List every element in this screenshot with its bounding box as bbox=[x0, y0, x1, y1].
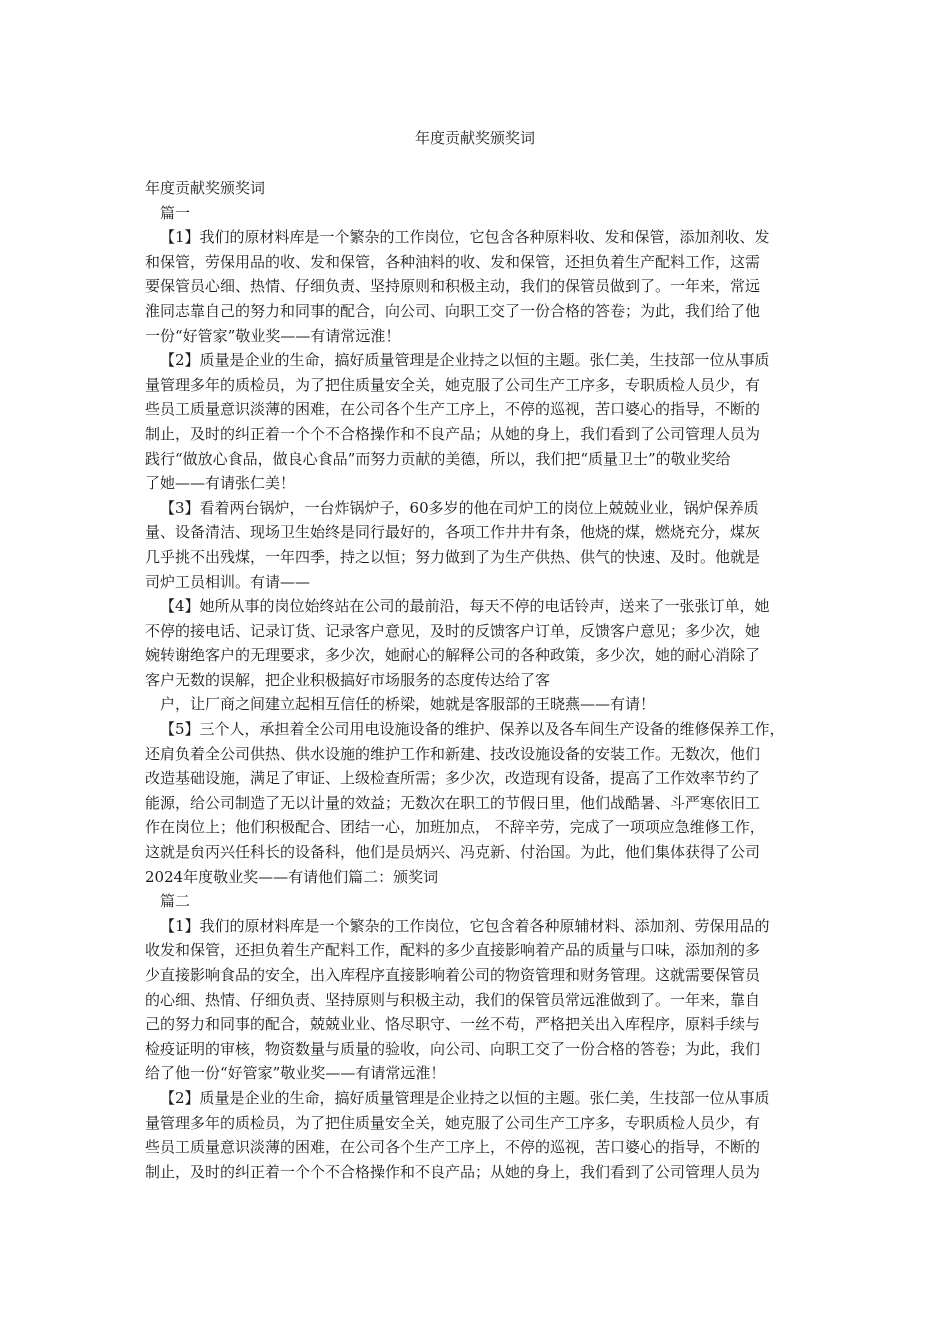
text-line: 年度贡献奖颁奖词 bbox=[145, 179, 266, 197]
text-line: 量、设备清洁、现场卫生始终是同行最好的，各项工作井井有条，他烧的煤，燃烧充分，煤灰 bbox=[145, 523, 761, 542]
text-line: 些员工质量意识淡薄的困难，在公司各个生产工序上，不停的巡视，苦口婆心的指导，不断的 bbox=[145, 1138, 761, 1157]
text-line: 【2】质量是企业的生命，搞好质量管理是企业持之以恒的主题。张仁美，生技部一位从事质 bbox=[160, 1088, 770, 1107]
text-line: 【4】她所从事的岗位始终站在公司的最前沿，每天不停的电话铃声，送来了一张张订单，她 bbox=[160, 597, 770, 616]
text-line: 收发和保管，还担负着生产配料工作，配料的多少直接影响着产品的质量与口味，添加剂的多 bbox=[145, 941, 761, 960]
text-line: 量管理多年的质检员，为了把住质量安全关，她克服了公司生产工序多，专职质检人员少，有 bbox=[145, 1113, 761, 1132]
text-line: 户，让厂商之间建立起相互信任的桥梁，她就是客服部的王晓燕——有请！ bbox=[160, 695, 656, 714]
text-line: 婉转谢绝客户的无理要求，多少次，她耐心的解释公司的各种政策，多少次，她的耐心消除了 bbox=[145, 646, 761, 665]
text-line: 一份“好管家”敬业奖——有请常远淮！ bbox=[145, 326, 401, 345]
text-line: 淮同志靠自己的努力和同事的配合，向公司、向职工交了一份合格的答卷；为此，我们给了他 bbox=[145, 301, 761, 320]
text-line: 【2】质量是企业的生命，搞好质量管理是企业持之以恒的主题。张仁美，生技部一位从事质 bbox=[160, 351, 770, 370]
text-line: 改造基础设施，满足了审证、上级检查所需；多少次，改造现有设备，提高了工作效率节约了 bbox=[145, 769, 761, 788]
text-line: 制止，及时的纠正着一个个不合格操作和不良产品；从她的身上，我们看到了公司管理人员为 bbox=[145, 1162, 761, 1181]
text-line: 【1】我们的原材料库是一个繁杂的工作岗位，它包含着各种原辅材料、添加剂、劳保用品的 bbox=[160, 916, 770, 935]
text-line: 给了他一份“好管家”敬业奖——有请常远淮！ bbox=[145, 1064, 446, 1083]
text-line: 几乎挑不出残煤，一年四季，持之以恒；努力做到了为生产供热、供气的快速、及时。他就是 bbox=[145, 547, 761, 566]
text-line: 这就是贠丙兴任科长的设备科，他们是员炳兴、冯克新、付治国。为此，他们集体获得了公司 bbox=[145, 843, 761, 862]
text-line: 篇二 bbox=[160, 892, 191, 911]
text-line: 篇一 bbox=[160, 203, 191, 222]
text-line: 作在岗位上；他们积极配合、团结一心，加班加点， 不辞辛劳，完成了一项项应急维修工作， bbox=[145, 818, 765, 837]
text-line: 还肩负着全公司供热、供水设施的维护工作和新建、技改设施设备的安装工作。无数次，他们 bbox=[145, 744, 761, 763]
text-line: 和保管，劳保用品的收、发和保管，各种油料的收、发和保管，还担负着生产配料工作，这需 bbox=[145, 252, 761, 271]
text-line: 制止，及时的纠正着一个个不合格操作和不良产品；从她的身上，我们看到了公司管理人员为 bbox=[145, 424, 761, 443]
text-line: 践行“做放心食品，做良心食品”而努力贡献的美德，所以，我们把“质量卫士”的敬业奖给 bbox=[145, 449, 731, 468]
text-line: 【5】三个人，承担着全公司用电设施设备的维护、保养以及各车间生产设备的维修保养工作， bbox=[160, 720, 785, 739]
text-line: 2024年度敬业奖——有请他们篇二：颁奖词 bbox=[145, 867, 439, 886]
document-body bbox=[145, 176, 810, 1184]
text-line: 的心细、热情、仔细负责、坚持原则与积极主动，我们的保管员常远淮做到了。一年来，靠自 bbox=[145, 990, 761, 1009]
text-line: 不停的接电话、记录订货、记录客户意见，及时的反馈客户订单，反馈客户意见；多少次，她 bbox=[145, 621, 761, 640]
text-line: 检疫证明的审核，物资数量与质量的验收，向公司、向职工交了一份合格的答卷；为此，我们 bbox=[145, 1039, 761, 1058]
text-line: 要保管员心细、热情、仔细负责、坚持原则和积极主动，我们的保管员做到了。一年来，常远 bbox=[145, 277, 761, 296]
text-line: 少直接影响食品的安全，出入库程序直接影响着公司的物资管理和财务管理。这就需要保管员 bbox=[145, 966, 761, 984]
text-line: 司炉工员相训。有请—— bbox=[145, 572, 311, 591]
text-line: 己的努力和同事的配合，兢兢业业、恪尽职守、一丝不苟，严格把关出入库程序，原料手续与 bbox=[145, 1015, 761, 1034]
text-line: 量管理多年的质检员，为了把住质量安全关，她克服了公司生产工序多，专职质检人员少，有 bbox=[145, 375, 761, 394]
text-line: 了她——有请张仁美！ bbox=[145, 474, 296, 493]
document-title: 年度贡献奖颁奖词 bbox=[414, 129, 535, 147]
text-line: 客户无数的误解，把企业积极搞好市场服务的态度传达给了客 bbox=[145, 670, 551, 689]
text-line: 能源，给公司制造了无以计量的效益；无数次在职工的节假日里，他们战酷暑、斗严寒依旧工 bbox=[145, 793, 761, 812]
text-line: 【3】看着两台锅炉，一台炸锅炉子，60多岁的他在司炉工的岗位上兢兢业业，锅炉保养质 bbox=[160, 498, 759, 517]
text-line: 【1】我们的原材料库是一个繁杂的工作岗位，它包含各种原料收、发和保管，添加剂收、发 bbox=[160, 228, 770, 247]
text-line: 些员工质量意识淡薄的困难，在公司各个生产工序上，不停的巡视，苦口婆心的指导，不断的 bbox=[145, 400, 761, 419]
